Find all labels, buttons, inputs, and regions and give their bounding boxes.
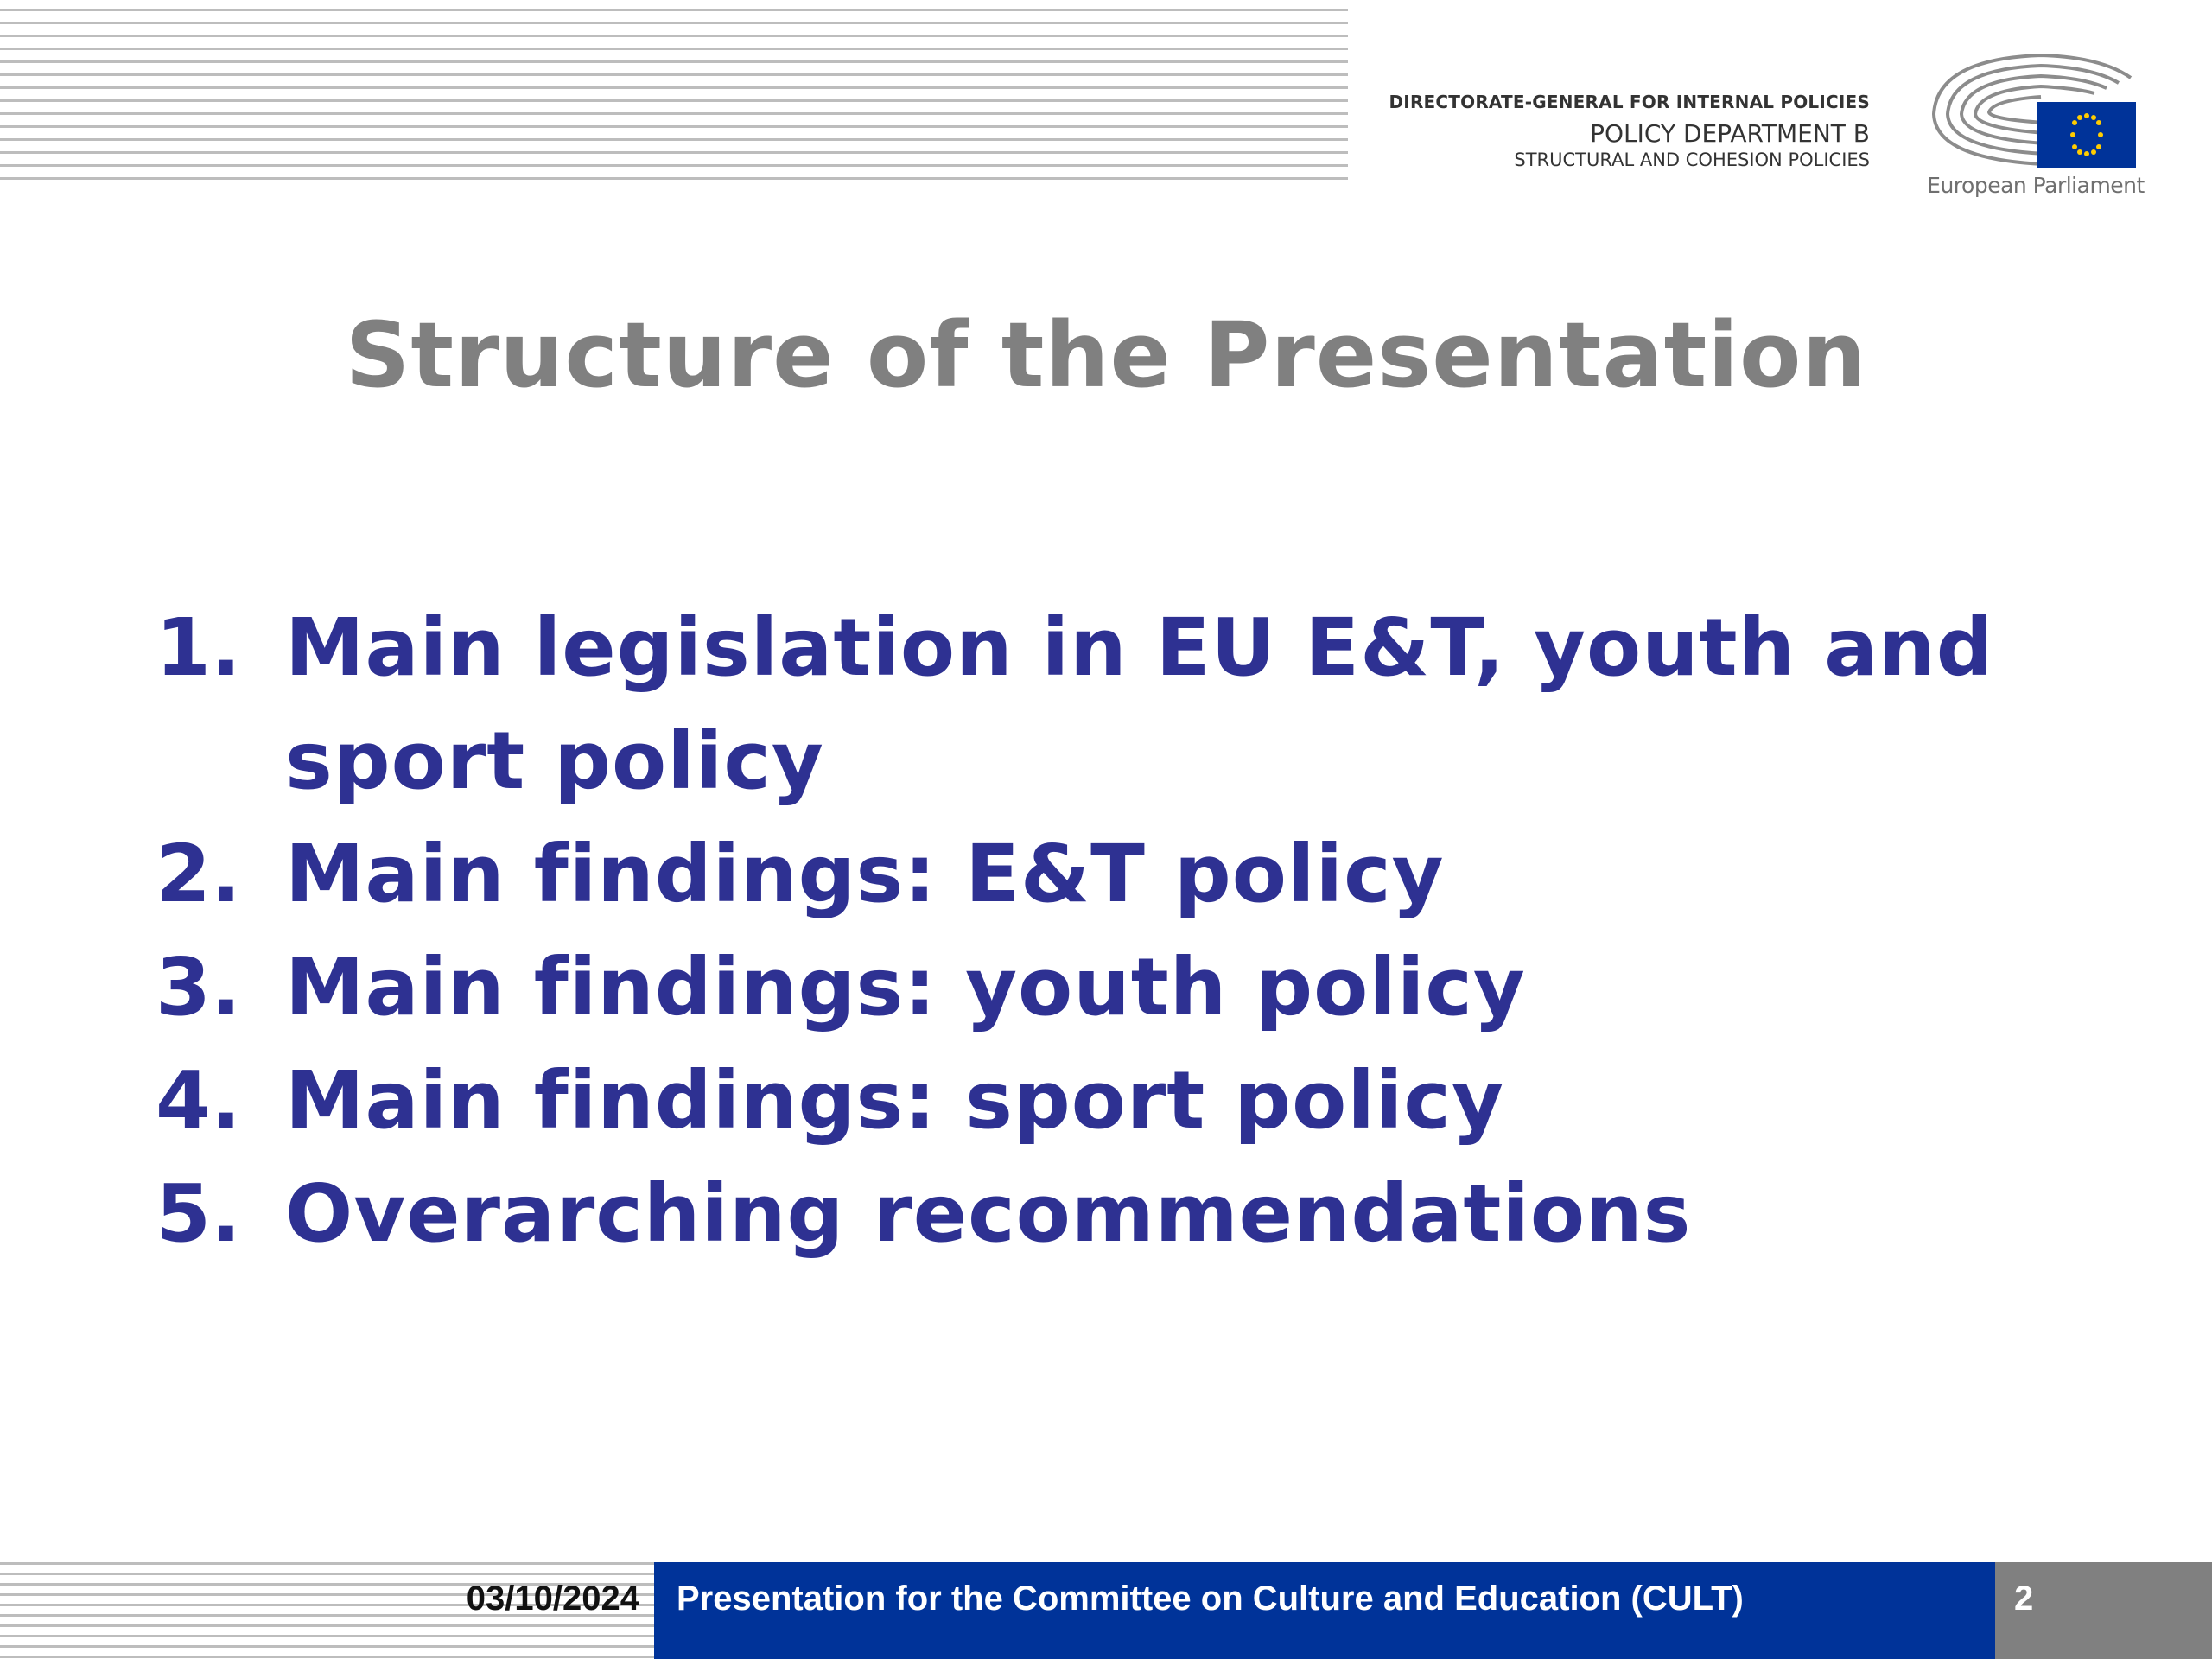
- agenda-item-number: 4.: [156, 1054, 241, 1147]
- footer-caption-bar: [654, 1562, 1995, 1659]
- agenda-item-number: 1.: [156, 601, 241, 694]
- footer-date: 03/10/2024: [466, 1580, 639, 1618]
- agenda-item-number: 2.: [156, 828, 241, 920]
- agenda-item-text: Main findings: E&T policy: [285, 828, 1445, 920]
- european-parliament-logo-icon: [1923, 48, 2148, 209]
- policies-label: STRUCTURAL AND COHESION POLICIES: [1514, 149, 1870, 170]
- page-number-box: [1995, 1562, 2212, 1659]
- agenda-item: [156, 591, 2108, 817]
- agenda-item-text: Main findings: sport policy: [285, 1054, 1504, 1147]
- agenda-list: [156, 591, 2108, 1270]
- logo-text: European Parliament: [1927, 173, 2145, 198]
- slide-title: Structure of the Presentation: [345, 302, 1867, 408]
- header-text-block: [1389, 90, 1871, 171]
- agenda-item-number: 3.: [156, 941, 241, 1033]
- hemicycle-icon: [1923, 48, 2148, 178]
- eu-flag-icon: [2037, 102, 2136, 168]
- agenda-item: [156, 817, 2108, 931]
- footer: [0, 1562, 2212, 1659]
- agenda-item-number: 5.: [156, 1167, 241, 1260]
- page-number: 2: [2014, 1580, 2034, 1618]
- agenda-item: [156, 931, 2108, 1044]
- department-label: POLICY DEPARTMENT B: [1590, 119, 1870, 148]
- footer-caption: Presentation for the Committee on Culture and Education (CULT): [677, 1580, 1744, 1618]
- agenda-item-text: Main legislation in EU E&T, youth and sport policy: [285, 601, 1994, 807]
- agenda-item: [156, 1157, 2108, 1270]
- agenda-item-text: Main findings: youth policy: [285, 941, 1526, 1033]
- header-stripes: [0, 9, 1348, 181]
- agenda-item: [156, 1044, 2108, 1157]
- agenda-item-text: Overarching recommendations: [285, 1167, 1692, 1260]
- directorate-label: DIRECTORATE-GENERAL FOR INTERNAL POLICIES: [1389, 92, 1870, 112]
